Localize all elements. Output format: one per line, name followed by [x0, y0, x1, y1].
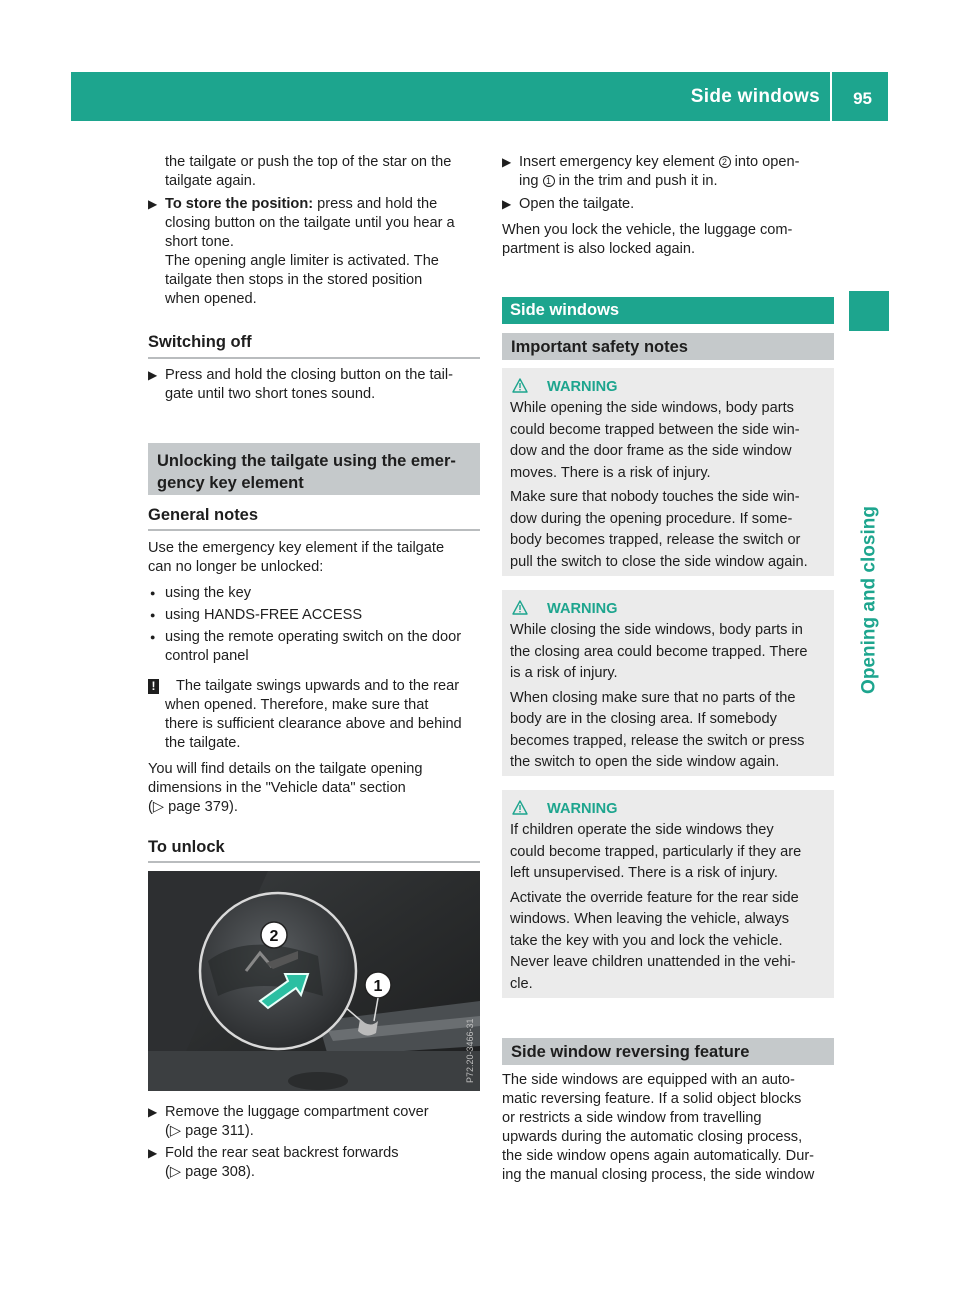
step-bold-label: To store the position: [165, 196, 314, 212]
callout-2-ref: 2 [719, 156, 731, 168]
heading-to-unlock: To unlock [148, 838, 225, 856]
warning-box [502, 790, 834, 998]
text-line: moves. There is a risk of injury. [510, 464, 711, 481]
text-line: when opened. Therefore, make sure that [165, 697, 429, 713]
header-title: Side windows [690, 86, 820, 107]
store-position-step [148, 195, 480, 309]
warning-label: WARNING [547, 801, 618, 817]
text-line: or restricts a side window from travelling [502, 1110, 762, 1126]
page-reference: (▷ page 311). [165, 1123, 254, 1139]
warning-triangle-icon [512, 600, 528, 615]
remove-cover-step [148, 1103, 480, 1141]
heading-unlocking-tailgate [148, 443, 480, 495]
insert-key-step [502, 153, 834, 191]
text-line: short tone. [165, 234, 234, 250]
text-line: partment is also locked again. [502, 241, 696, 257]
callout-1: 1 [373, 978, 383, 995]
chapter-tab-marker [849, 291, 889, 331]
text-line: there is sufficient clearance above and behind [165, 716, 462, 732]
bullet-icon: ● [150, 610, 156, 620]
text-line: The opening angle limiter is activated. The [165, 253, 439, 269]
text-line: When closing make sure that no parts of the [510, 689, 796, 706]
text-line: When you lock the vehicle, the luggage com- [502, 222, 793, 238]
list-item [148, 628, 480, 666]
text-line: Unlocking the tailgate using the emer- [157, 452, 456, 470]
warning-paragraph [510, 398, 827, 484]
warning-triangle-icon [512, 378, 528, 393]
warning-paragraph [510, 487, 827, 573]
text-line [165, 195, 480, 214]
text-line: Make sure that nobody touches the side win- [510, 489, 800, 505]
text-line: tailgate again. [165, 173, 256, 189]
text-span: in the trim and push it in. [554, 173, 718, 189]
text-line: gency key element [157, 474, 304, 492]
open-tailgate-step [502, 195, 834, 214]
text-span: Insert emergency key element [519, 154, 719, 170]
text-line: Activate the override feature for the rear side [510, 889, 799, 906]
text-line: If children operate the side windows they [510, 822, 774, 838]
text-line: is a risk of injury. [510, 665, 618, 681]
text-line: cle. [510, 975, 533, 992]
bullet-icon: ● [150, 632, 156, 642]
reversing-paragraph [502, 1071, 834, 1185]
text-line: using HANDS-FREE ACCESS [165, 607, 363, 623]
switching-off-step [148, 366, 480, 404]
warning-header [510, 798, 827, 820]
heading-side-window-reversing: Side window reversing feature [502, 1038, 834, 1065]
callout-2: 2 [269, 928, 279, 945]
heading-switching-off: Switching off [148, 333, 252, 351]
text-span: press and hold the [313, 196, 438, 212]
heading-general-notes: General notes [148, 506, 259, 524]
text-line: the tailgate. [165, 735, 241, 751]
list-item [148, 584, 480, 603]
text-line: control panel [165, 648, 249, 664]
page-header [71, 72, 888, 121]
text-line: While closing the side windows, body parts in [510, 622, 803, 638]
text-line: could become trapped, particularly if they are [510, 843, 802, 860]
tailgate-trim-illustration [148, 871, 480, 1091]
text-line: using the key [165, 585, 251, 601]
heading-rule [148, 529, 480, 531]
text-line: the closing area could become trapped. There [510, 643, 808, 660]
text-line: becomes trapped, release the switch or press [510, 732, 805, 749]
text-line: The side windows are equipped with an auto- [502, 1072, 795, 1088]
text-line: pull the switch to close the side window again. [510, 553, 808, 570]
text-line: Open the tailgate. [519, 196, 635, 212]
arrow-right-icon: ▶ [502, 155, 512, 169]
text-line: The tailgate swings upwards and to the rear [176, 678, 460, 694]
text-line: left unsupervised. There is a risk of injury. [510, 865, 778, 881]
list-item [148, 606, 480, 625]
text-line: could become trapped between the side win- [510, 421, 800, 438]
details-paragraph [148, 760, 480, 817]
warning-label: WARNING [547, 379, 618, 395]
text-span: into open- [730, 154, 800, 170]
text-line: dow and the door frame as the side window [510, 443, 792, 459]
warning-paragraph [510, 620, 827, 685]
warning-header [510, 376, 827, 398]
arrow-right-icon: ▶ [148, 1105, 158, 1119]
text-line: Press and hold the closing button on the tail- [165, 367, 454, 383]
text-line: can no longer be unlocked: [148, 559, 324, 575]
heading-important-safety-notes: Important safety notes [502, 333, 834, 360]
text-line: Fold the rear seat backrest forwards [165, 1145, 399, 1161]
warning-paragraph [510, 820, 827, 885]
chapter-tab-label: Opening and closing [858, 506, 880, 694]
text-line [519, 153, 834, 172]
text-line: the tailgate or push the top of the star on the [165, 154, 452, 170]
bullet-icon: ● [150, 588, 156, 598]
text-line: gate until two short tones sound. [165, 386, 376, 402]
text-line: closing button on the tailgate until you hear a [165, 215, 455, 231]
text-line: matic reversing feature. If a solid object blocks [502, 1091, 802, 1107]
text-line: dow during the opening procedure. If some- [510, 510, 793, 527]
text-line [519, 172, 834, 191]
text-line: Use the emergency key element if the tailgate [148, 540, 445, 556]
text-line: body are in the closing area. If somebody [510, 711, 777, 727]
text-line: dimensions in the "Vehicle data" section [148, 780, 406, 796]
general-notes-intro [148, 539, 480, 577]
heading-rule [148, 357, 480, 359]
arrow-right-icon: ▶ [502, 197, 512, 211]
intro-continuation [148, 153, 480, 191]
text-line: the side window opens again automatically. Dur- [502, 1148, 815, 1164]
warning-paragraph [510, 888, 827, 996]
text-line: windows. When leaving the vehicle, always [510, 911, 790, 927]
text-line: take the key with you and lock the vehicle. [510, 932, 783, 949]
text-span: ing [519, 173, 543, 189]
text-line: upwards during the automatic closing process, [502, 1129, 803, 1145]
text-line: While opening the side windows, body parts [510, 400, 794, 416]
text-line: using the remote operating switch on the door [165, 629, 462, 645]
section-title-side-windows: Side windows [502, 297, 834, 324]
warning-label: WARNING [547, 601, 618, 617]
text-line: Never leave children unattended in the vehi- [510, 954, 796, 970]
image-code: P72.20-3466-31 [465, 1018, 475, 1083]
callout-1-ref: 1 [543, 175, 555, 187]
warning-triangle-icon [512, 800, 528, 815]
warning-box [502, 368, 834, 576]
text-line: ing the manual closing process, the side window [502, 1167, 815, 1183]
text-line: when opened. [165, 291, 257, 307]
page-reference: (▷ page 308). [165, 1164, 255, 1180]
page-number: 95 [853, 89, 872, 108]
header-separator [830, 72, 832, 121]
page-reference: (▷ page 379). [148, 799, 238, 815]
warning-paragraph [510, 688, 827, 774]
warning-header [510, 598, 827, 620]
text-line: tailgate then stops in the stored position [165, 272, 423, 288]
text-line: Remove the luggage compartment cover [165, 1104, 429, 1120]
exclamation-icon: ! [148, 679, 159, 694]
warning-box [502, 590, 834, 776]
arrow-right-icon: ▶ [148, 197, 158, 211]
caution-note [148, 677, 480, 753]
text-line: the switch to open the side window again. [510, 754, 780, 770]
arrow-right-icon: ▶ [148, 1146, 158, 1160]
lock-paragraph [502, 221, 834, 259]
arrow-right-icon: ▶ [148, 368, 158, 382]
heading-rule [148, 861, 480, 863]
fold-seat-step [148, 1144, 480, 1182]
text-line: body becomes trapped, release the switch or [510, 532, 801, 548]
text-line: You will find details on the tailgate opening [148, 761, 423, 777]
